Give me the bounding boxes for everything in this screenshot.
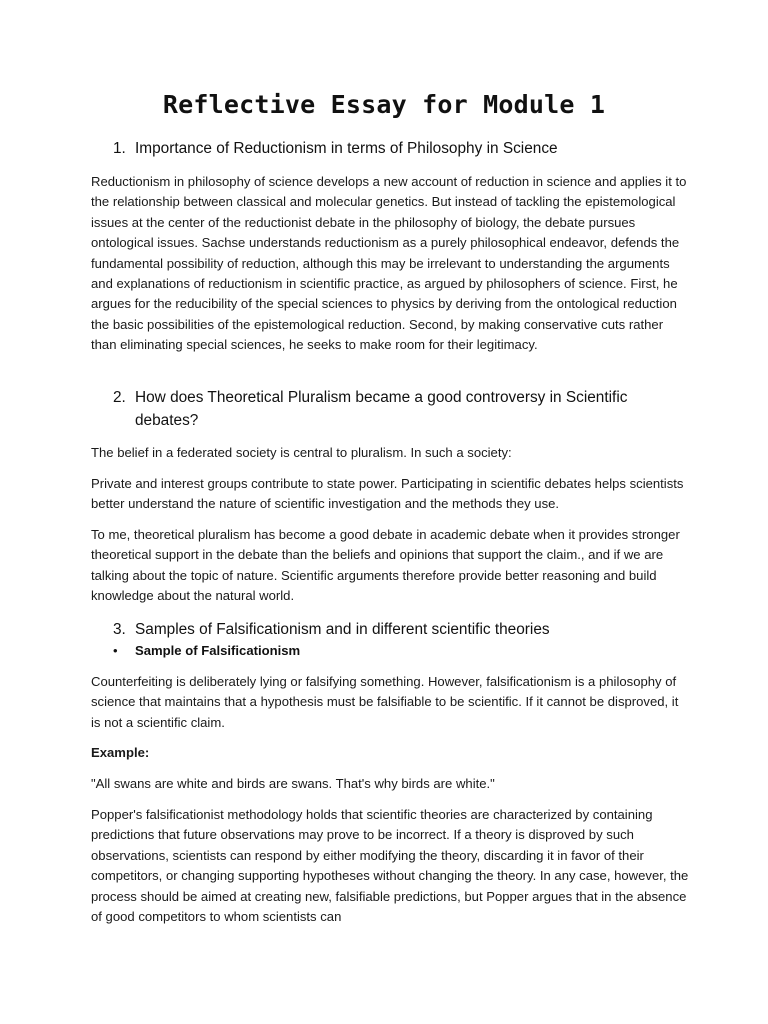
section-3-paragraph-1: Counterfeiting is deliberately lying or falsifying something. However, falsificationism is a philosophy of science that maintains that a hypothesis must be falsifiable to be scientific. If it cannot be disproved, it is not a scientific claim.: [91, 674, 679, 730]
section-2-number: 2.: [113, 389, 126, 406]
section-3-bullet: [113, 641, 673, 661]
section-3-number: 3.: [113, 621, 126, 638]
section-1-paragraph-1: Reductionism in philosophy of science develops a new account of reduction in science and applies it to the relationship between classical and molecular genetics. But instead of tackling the epistemological issues at the center of the reductionist debate in the philosophy of biology, the debate pursues ontological issues. Sachse understands reductionism as a purely philosophical endeavor, defends the fundamental possibility of reduction, although this may be irrelevant to understanding the arguments and explanations of reductionism in scientific practice, as argued by philosophers of science. First, he argues for the reducibility of the special sciences to physics by deriving from the ontological reduction the basic possibilities of the epistemological reduction. Second, by making conservative cuts rather than eliminating special sciences, he seeks to make room for their legitimacy.: [91, 174, 687, 353]
section-3-example-label: Example:: [91, 745, 150, 760]
section-1-heading-text: Importance of Reductionism in terms of Philosophy in Science: [135, 140, 558, 157]
section-2-heading-text: How does Theoretical Pluralism became a good controversy in Scientific debates?: [135, 389, 628, 429]
section-3-example-quote: "All swans are white and birds are swans. That's why birds are white.": [91, 776, 495, 791]
section-3-heading: [113, 618, 673, 641]
section-1-heading: [113, 137, 673, 160]
section-2-paragraph-2: Private and interest groups contribute to state power. Participating in scientific debates helps scientists better understand the nature of scientific investigation and the methods they use.: [91, 476, 684, 512]
section-3-paragraph-2: Popper's falsificationist methodology holds that scientific theories are characterized by containing predictions that future observations may prove to be incorrect. If a theory is disproved by such observations, scientists can respond by either modifying the theory, discarding it in favor of their competitors, or changing supporting hypotheses without changing the theory. In any case, however, the process should be aimed at creating new, falsifiable predictions, but Popper argues that in the absence of good competitors to whom scientists can: [91, 807, 689, 925]
section-2-paragraph-3: To me, theoretical pluralism has become a good debate in academic debate when it provides stronger theoretical support in the debate than the beliefs and opinions that support the claim., and if we are talking about the topic of nature. Scientific arguments therefore provide better reasoning and build knowledge about the natural world.: [91, 527, 680, 604]
page-title: Reflective Essay for Module 1: [162, 90, 606, 119]
section-1-number: 1.: [113, 140, 126, 157]
section-2-paragraph-1: The belief in a federated society is central to pluralism. In such a society:: [91, 445, 512, 460]
bullet-dot-icon: •: [113, 643, 118, 658]
section-3-bullet-text: Sample of Falsificationism: [135, 643, 301, 658]
section-2-heading: [113, 386, 673, 432]
section-3-heading-text: Samples of Falsificationism and in different scientific theories: [135, 621, 550, 638]
